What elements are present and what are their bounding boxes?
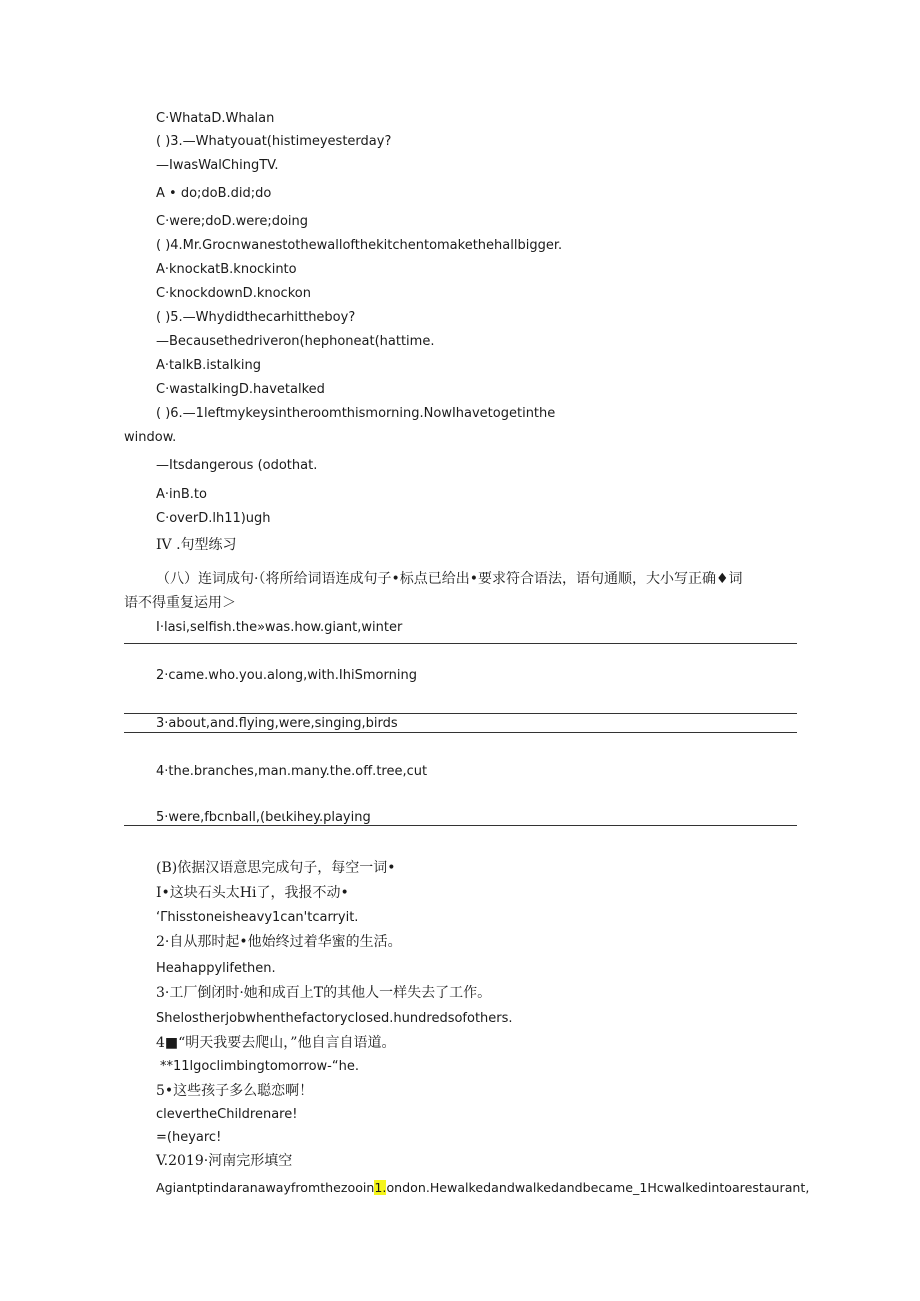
option-line: C·wastalkingD.havetalked	[156, 382, 325, 397]
answer-rule	[124, 643, 797, 644]
translation-sentence-4: **11lgoclimbingtomorrow-“he.	[160, 1059, 359, 1074]
option-line: C·were;doD.were;doing	[156, 214, 309, 229]
answer-rule	[124, 713, 797, 714]
translation-sentence-5: clevertheChildrenare!	[156, 1107, 298, 1122]
word-order-5: 5·were,fbcnball,(beιkihey.playing	[156, 810, 371, 825]
translation-sentence-1: ‘Γhisstoneisheavy1can'tcarryit.	[156, 910, 359, 925]
option-line: C·WhataD.Whalan	[156, 111, 275, 126]
option-line: A·talkB.istalking	[156, 358, 261, 373]
cloze-text: ondon.Hewalkedandwalkedandbecame_1Hcwalkedintoarestaurant,	[386, 1180, 810, 1195]
question-6: ( )6.—1leftmykeysintheroomthismorning.NowIhavetogetinthe	[156, 406, 556, 421]
option-line: A • do;doB.did;do	[156, 186, 272, 201]
answer-line: —IwasWalChingTV.	[156, 158, 279, 173]
cloze-text: Agiantptindaranawayfromthezooin	[156, 1180, 375, 1195]
translation-prompt-4: 4■“明天我要去爬山，”他自言自语道。	[156, 1035, 396, 1051]
translation-prompt-3: 3·工厂倒闭时·她和成百上T的其他人一样失去了工作。	[156, 985, 492, 1001]
section-heading-iv: IV .句型练习	[156, 537, 237, 553]
answer-rule	[124, 732, 797, 733]
answer-rule	[124, 825, 797, 826]
translation-prompt-1: I•这块石头太Hi了，我报不动•	[156, 885, 349, 901]
highlighted-blank: 1.	[374, 1180, 387, 1195]
option-line: C·overD.lh11)ugh	[156, 511, 271, 526]
answer-line: —Becausethedriveron(hephoneat(hattime.	[156, 334, 435, 349]
instruction-line: （八）连词成句·（将所给词语连成句子•标点已给出•要求符合语法，语句通顺，大小写正确♦词	[156, 571, 743, 587]
question-6-continued: window.	[124, 430, 177, 445]
word-order-3: 3·about,and.flying,were,singing,birds	[156, 716, 398, 731]
word-order-1: I·lasi,selfish.the»was.how.giant,winter	[156, 620, 403, 635]
translation-prompt-2: 2·自从那时起•他始终过着华蜜的生活。	[156, 934, 402, 950]
translation-sentence-3: Shelostherjobwhenthefactoryclosed.hundredsofothers.	[156, 1011, 513, 1026]
word-order-2: 2·came.who.you.along,with.IhiSmorning	[156, 668, 417, 683]
translation-sentence-5b: =(heyarc!	[156, 1130, 222, 1145]
instruction-line: 语不得重复运用＞	[124, 595, 236, 611]
translation-sentence-2: Heahappylifethen.	[156, 961, 276, 976]
translation-prompt-5: 5•这些孩子多么聪恋啊！	[156, 1083, 314, 1099]
option-line: C·knockdownD.knockon	[156, 286, 311, 301]
option-line: A·knockatB.knockinto	[156, 262, 297, 277]
section-heading-b: (B)依据汉语意思完成句子，每空一词•	[156, 860, 396, 876]
question-4: ( )4.Mr.Grocnwanestothewallofthekitchentomakethehallbigger.	[156, 238, 563, 253]
cloze-passage-line	[156, 1180, 809, 1196]
section-heading-v: V.2019·河南完形填空	[156, 1153, 293, 1169]
question-3: ( )3.—Whatyouat(histimeyesterday?	[156, 134, 392, 149]
word-order-4: 4·the.branches,man.many.the.off.tree,cut	[156, 764, 428, 779]
option-line: A·inB.to	[156, 487, 207, 502]
answer-line: —Itsdangerous (odothat.	[156, 458, 318, 473]
question-5: ( )5.—Whydidthecarhittheboy?	[156, 310, 356, 325]
